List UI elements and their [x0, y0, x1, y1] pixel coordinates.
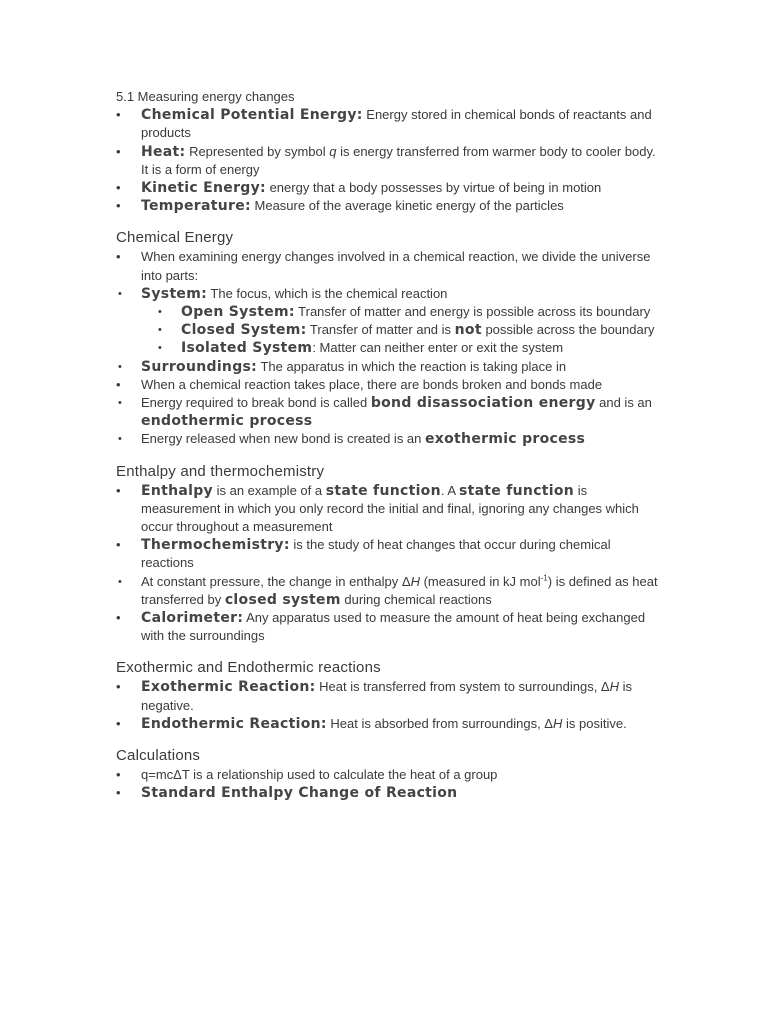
definition: is an example of a	[212, 482, 326, 498]
list-item	[181, 321, 658, 339]
term-kinetic-energy: Kinetic Energy:	[141, 180, 266, 197]
definition: Transfer of matter and energy is possible across its boundary	[294, 304, 651, 320]
list-item	[116, 678, 658, 714]
document-title: 5.1 Measuring energy changes	[116, 89, 295, 104]
definition: : Matter can neither enter or exit the system	[312, 340, 564, 356]
definition: Energy released when new bond is created is an	[141, 431, 426, 447]
section-heading-enthalpy: Enthalpy and thermochemistry	[116, 462, 325, 480]
section-heading-calculations: Calculations	[116, 747, 201, 765]
term-temperature: Temperature:	[141, 198, 251, 215]
definition: Energy required to break bond is called	[141, 395, 371, 411]
definition: during chemical reactions	[340, 591, 492, 607]
definition: Any apparatus used to measure the amount of heat being exchanged with the surroundings	[141, 610, 646, 644]
list-item	[116, 197, 658, 215]
list-item	[116, 106, 658, 142]
list-item	[116, 248, 658, 375]
symbol: q	[329, 143, 337, 159]
term-state-function: state function	[458, 482, 575, 499]
list-item	[141, 394, 658, 430]
term-standard-enthalpy-change: Standard Enthalpy Change of Reaction	[141, 785, 458, 802]
term-thermochemistry: Thermochemistry:	[141, 537, 290, 554]
emphasis-not: not	[454, 322, 482, 339]
list-item	[141, 430, 658, 448]
definition: is positive.	[562, 715, 627, 731]
term-surroundings: Surroundings:	[141, 358, 258, 375]
list-item	[141, 573, 658, 609]
superscript: -1	[540, 573, 548, 583]
symbol: H	[609, 679, 619, 695]
term-exothermic-reaction: Exothermic Reaction:	[141, 679, 316, 696]
list-item	[116, 609, 658, 645]
section-heading-exo-endo: Exothermic and Endothermic reactions	[116, 659, 381, 677]
formula-text: q=mcΔT is a relationship used to calculate the heat of a group	[141, 767, 498, 783]
calculations-list	[116, 766, 658, 802]
definition: is the study of heat changes that occur during chemical reactions	[141, 537, 611, 571]
symbol: H	[410, 573, 420, 589]
definition: Energy stored in chemical bonds of reactants and products	[141, 107, 652, 141]
list-item	[181, 339, 658, 357]
term-closed-system: closed system	[224, 591, 341, 608]
term-state-function: state function	[325, 482, 441, 499]
definition: Heat is absorbed from surroundings, Δ	[326, 715, 553, 731]
definition: and is an	[595, 395, 652, 411]
sublist	[101, 573, 658, 609]
definition: At constant pressure, the change in enthalpy Δ	[141, 573, 411, 589]
enthalpy-list	[116, 482, 658, 646]
exo-endo-list	[116, 678, 658, 733]
list-item	[116, 536, 658, 609]
definition: Heat is transferred from system to surroundings, Δ	[315, 679, 610, 695]
list-item	[141, 358, 658, 376]
definition: Measure of the average kinetic energy of the particles	[250, 198, 564, 214]
list-item	[116, 715, 658, 733]
chemical-energy-list	[116, 248, 658, 448]
term-chemical-potential-energy: Chemical Potential Energy:	[141, 107, 363, 124]
list-item	[181, 303, 658, 321]
list-item	[116, 143, 658, 179]
definition: is energy transferred from warmer body to cooler body. It is a form of energy	[141, 143, 656, 177]
sublist	[101, 394, 658, 449]
definition: is negative.	[141, 679, 632, 713]
sublist	[141, 303, 658, 358]
list-item	[116, 766, 658, 784]
term-calorimeter: Calorimeter:	[141, 610, 244, 627]
list-item	[116, 376, 658, 449]
term-enthalpy: Enthalpy	[141, 482, 213, 499]
definition: is measurement in which you only record the initial and final, ignoring any changes which occur throughout a measurement	[141, 482, 639, 535]
term-heat: Heat:	[141, 143, 186, 160]
list-item	[116, 179, 658, 197]
list-item	[116, 482, 658, 537]
definition: (measured in kJ mol	[419, 573, 541, 589]
paragraph: When a chemical reaction takes place, there are bonds broken and bonds made	[141, 376, 603, 392]
definition: . A	[440, 482, 459, 498]
term-exothermic-process: exothermic process	[425, 431, 586, 448]
intro-list	[116, 106, 658, 215]
term-endothermic-process: endothermic process	[141, 413, 313, 430]
definition: ) is defined as heat transferred by	[141, 573, 658, 607]
definition: The apparatus in which the reaction is taking place in	[257, 358, 567, 374]
definition: Represented by symbol	[185, 143, 330, 159]
sublist	[101, 285, 658, 376]
term-system: System:	[141, 285, 208, 302]
list-item	[141, 285, 658, 358]
symbol: H	[552, 715, 563, 731]
section-heading-chemical-energy: Chemical Energy	[116, 229, 234, 247]
list-item	[116, 784, 658, 802]
definition: The focus, which is the chemical reaction	[207, 285, 448, 301]
term-open-system: Open System:	[181, 304, 295, 321]
definition: possible across the boundary	[481, 322, 655, 338]
definition: energy that a body possesses by virtue of being in motion	[265, 180, 602, 196]
definition: Transfer of matter and is	[306, 322, 455, 338]
paragraph: When examining energy changes involved in a chemical reaction, we divide the universe into parts:	[141, 249, 651, 283]
term-endothermic-reaction: Endothermic Reaction:	[141, 715, 327, 732]
term-closed-system: Closed System:	[181, 322, 307, 339]
term-isolated-system: Isolated System	[181, 340, 313, 357]
term-bond-disassociation-energy: bond disassociation energy	[370, 395, 596, 412]
